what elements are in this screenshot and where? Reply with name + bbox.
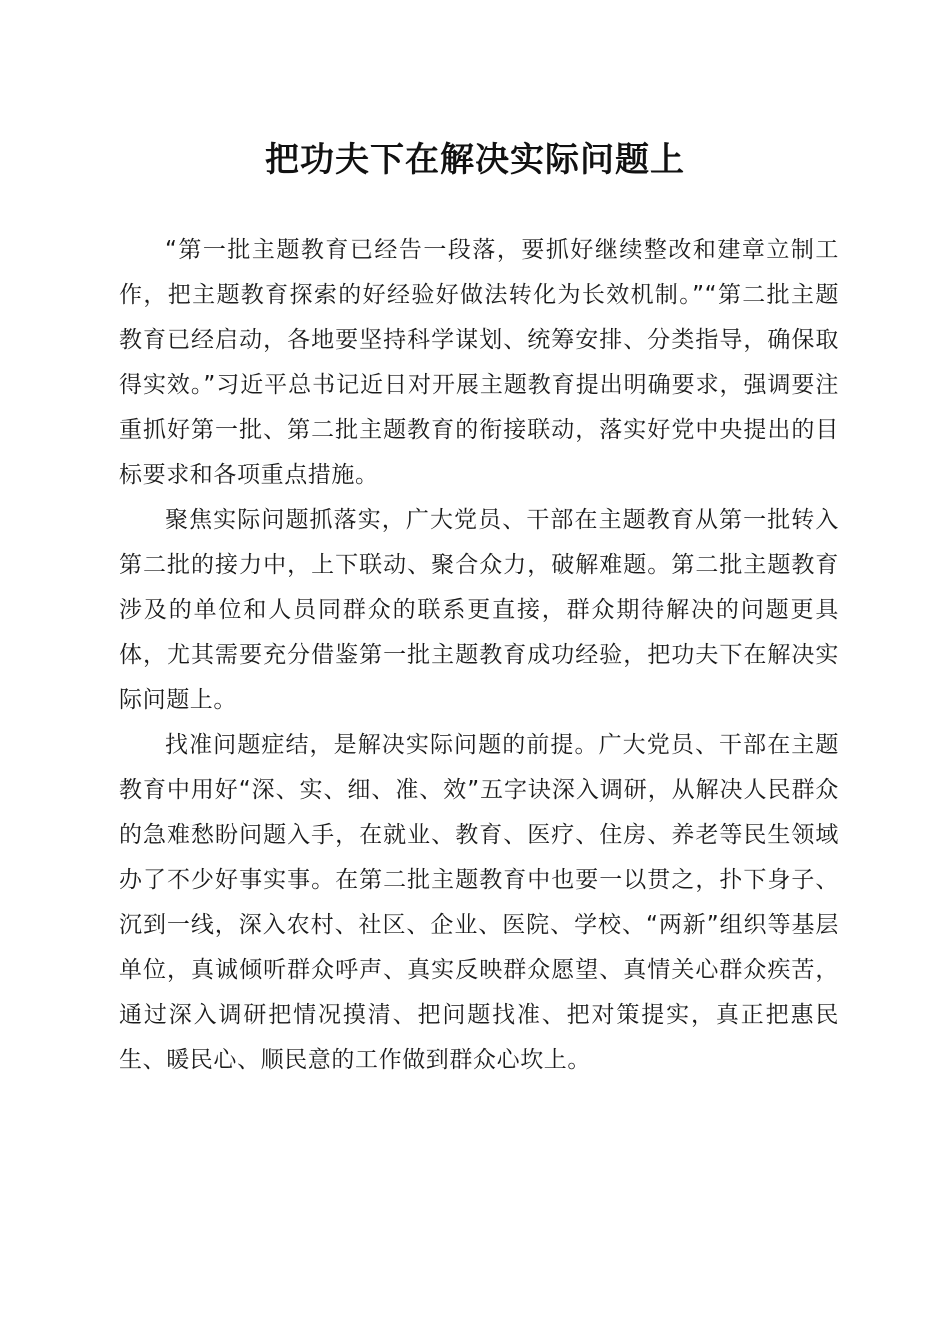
document-title: 把功夫下在解决实际问题上 — [265, 140, 685, 180]
document-body — [119, 228, 839, 1083]
paragraph-3: 找准问题症结，是解决实际问题的前提。广大党员、干部在主题教育中用好“深、实、细、准、效”五字诀深入调研，从解决人民群众的急难愁盼问题入手，在就业、教育、医疗、住房、养老等民生领域办了不少好事实事。在第二批主题教育中也要一以贯之，扑下身子、沉到一线，深入农村、社区、企业、医院、学校、“两新”组织等基层单位，真诚倾听群众呼声、真实反映群众愿望、真情关心群众疾苦，通过深入调研把情况摸清、把问题找准、把对策提实，真正把惠民生、暖民心、顺民意的工作做到群众心坎上。 — [119, 732, 839, 1073]
paragraph-2: 聚焦实际问题抓落实，广大党员、干部在主题教育从第一批转入第二批的接力中，上下联动、聚合众力，破解难题。第二批主题教育涉及的单位和人员同群众的联系更直接，群众期待解决的问题更具体，尤其需要充分借鉴第一批主题教育成功经验，把功夫下在解决实际问题上。 — [119, 507, 839, 713]
paragraph-1: “第一批主题教育已经告一段落，要抓好继续整改和建章立制工作，把主题教育探索的好经验好做法转化为长效机制。”“第二批主题教育已经启动，各地要坚持科学谋划、统筹安排、分类指导，确保取得实效。”习近平总书记近日对开展主题教育提出明确要求，强调要注重抓好第一批、第二批主题教育的衔接联动，落实好党中央提出的目标要求和各项重点措施。 — [119, 237, 839, 488]
